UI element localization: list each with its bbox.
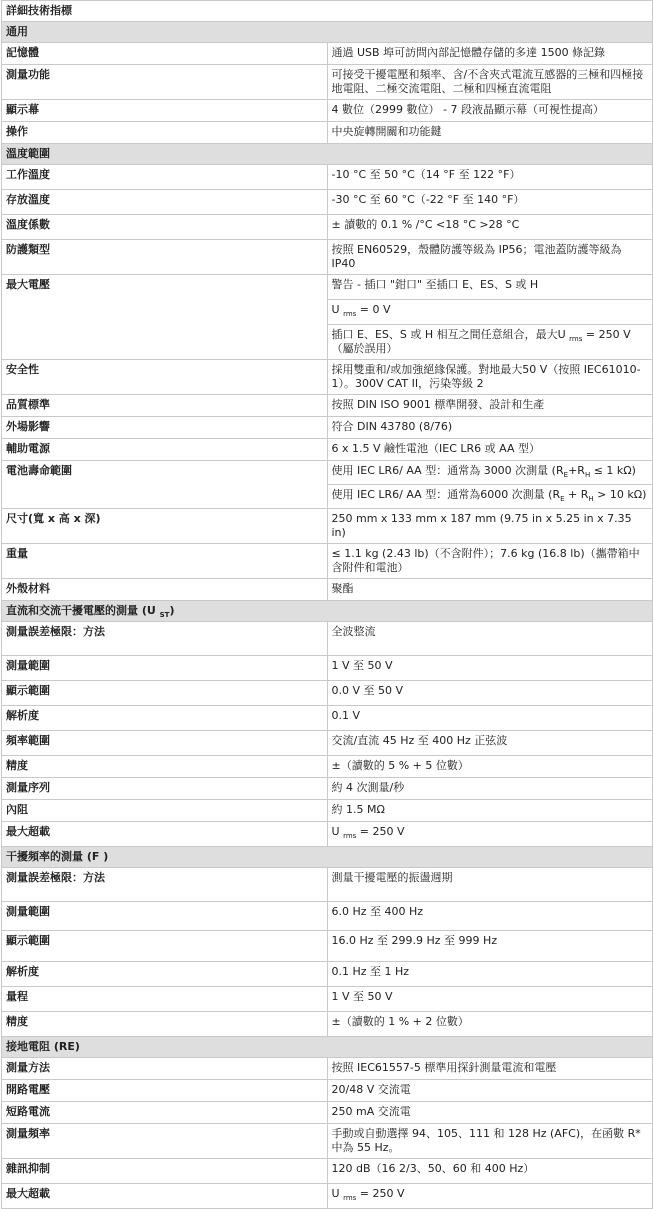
- table-row: [2, 1058, 653, 1080]
- table-row: [2, 439, 653, 461]
- spec-value: [327, 485, 653, 509]
- table-title-row: [2, 1, 653, 22]
- spec-value-part: = 250 V: [356, 1187, 405, 1200]
- spec-value: 採用雙重和/或加強絕緣保護。對地最大50 V（按照 IEC61010-1）。300V CAT II，污染等級 2: [327, 360, 653, 395]
- spec-value: 約 1.5 MΩ: [327, 800, 653, 822]
- table-row: [2, 822, 653, 847]
- subscript: ST: [159, 611, 170, 620]
- spec-label: 最大超載: [2, 1184, 328, 1209]
- spec-value-part: = 250 V: [356, 825, 405, 838]
- section-title-part: 直流和交流干擾電壓的測量 (U: [6, 604, 160, 617]
- spec-value: [327, 325, 653, 360]
- spec-value: 0.1 Hz 至 1 Hz: [327, 962, 653, 987]
- spec-label: 最大超載: [2, 822, 328, 847]
- spec-value: [327, 461, 653, 485]
- spec-value: ±（讀數的 1 % + 2 位數）: [327, 1012, 653, 1037]
- spec-label: 測量誤差極限：方法: [2, 868, 328, 902]
- spec-value: 4 數位（2999 數位） - 7 段液晶顯示幕（可視性提高）: [327, 100, 653, 122]
- table-row: [2, 544, 653, 579]
- table-row: [2, 706, 653, 731]
- table-row: [2, 240, 653, 275]
- spec-label: 測量範圍: [2, 902, 328, 931]
- subscript: rms: [569, 335, 583, 344]
- section-title: [2, 601, 653, 622]
- spec-value: 0.0 V 至 50 V: [327, 681, 653, 706]
- spec-table: [1, 0, 653, 1209]
- subscript: rms: [343, 310, 357, 319]
- table-row: [2, 165, 653, 190]
- spec-label: 雜訊抑制: [2, 1159, 328, 1184]
- spec-label: 外殼材料: [2, 579, 328, 601]
- spec-label: 輔助電源: [2, 439, 328, 461]
- spec-value-part: > 10 kΩ): [593, 488, 647, 501]
- spec-value-part: 插口 E、ES、S 或 H 相互之間任意組合，最大U: [331, 328, 570, 341]
- subscript: rms: [343, 1194, 357, 1203]
- spec-value: 16.0 Hz 至 299.9 Hz 至 999 Hz: [327, 931, 653, 962]
- spec-value-part: ≤ 1 kΩ): [590, 464, 636, 477]
- table-row: [2, 122, 653, 144]
- spec-value: 1 V 至 50 V: [327, 987, 653, 1012]
- section-header-row: [2, 1037, 653, 1058]
- spec-label: 測量誤差極限：方法: [2, 622, 328, 656]
- subscript: H: [584, 471, 591, 480]
- spec-label: 測量範圍: [2, 656, 328, 681]
- table-row: [2, 1159, 653, 1184]
- table-row: [2, 461, 653, 485]
- spec-label: 解析度: [2, 962, 328, 987]
- spec-label: 顯示範圍: [2, 681, 328, 706]
- table-row: [2, 509, 653, 544]
- section-title-part: ): [169, 604, 175, 617]
- section-header-row: [2, 22, 653, 43]
- spec-value: 250 mm x 133 mm x 187 mm (9.75 in x 5.25 in x 7.35 in): [327, 509, 653, 544]
- spec-label: 內阻: [2, 800, 328, 822]
- spec-value: 6 x 1.5 V 鹼性電池（IEC LR6 或 AA 型）: [327, 439, 653, 461]
- table-row: [2, 731, 653, 756]
- spec-value: -10 °C 至 50 °C（14 °F 至 122 °F）: [327, 165, 653, 190]
- spec-label: 尺寸(寬 x 高 x 深): [2, 509, 328, 544]
- spec-value: 按照 IEC61557-5 標準用探針測量電流和電壓: [327, 1058, 653, 1080]
- spec-label: 電池壽命範圍: [2, 461, 328, 509]
- spec-value: 250 mA 交流電: [327, 1102, 653, 1124]
- spec-value: -30 °C 至 60 °C（-22 °F 至 140 °F）: [327, 190, 653, 215]
- spec-value-part: U: [331, 1187, 344, 1200]
- spec-label: 量程: [2, 987, 328, 1012]
- spec-label: 安全性: [2, 360, 328, 395]
- table-row: [2, 395, 653, 417]
- table-row: [2, 360, 653, 395]
- table-row: [2, 1102, 653, 1124]
- table-row: [2, 681, 653, 706]
- spec-value: 符合 DIN 43780 (8/76): [327, 417, 653, 439]
- spec-value: 測量干擾電壓的振盪週期: [327, 868, 653, 902]
- subscript: rms: [343, 832, 357, 841]
- table-row: [2, 1124, 653, 1159]
- spec-value: ±（讀數的 5 % + 5 位數）: [327, 756, 653, 778]
- table-row: [2, 622, 653, 656]
- spec-value: 120 dB（16 2/3、50、60 和 400 Hz）: [327, 1159, 653, 1184]
- section-header-row: [2, 847, 653, 868]
- spec-value: [327, 300, 653, 325]
- spec-value: 1 V 至 50 V: [327, 656, 653, 681]
- spec-value-part: = 250 V（屬於誤用）: [331, 328, 631, 355]
- table-row: [2, 656, 653, 681]
- spec-value: 按照 EN60529，殼體防護等級為 IP56；電池蓋防護等級為 IP40: [327, 240, 653, 275]
- spec-value-part: +R: [568, 464, 585, 477]
- spec-value-part: U: [331, 303, 344, 316]
- spec-value: 約 4 次測量/秒: [327, 778, 653, 800]
- table-row: [2, 1012, 653, 1037]
- spec-label: 記憶體: [2, 43, 328, 65]
- spec-label: 最大電壓: [2, 275, 328, 360]
- spec-label: 解析度: [2, 706, 328, 731]
- section-title: 溫度範圍: [2, 144, 653, 165]
- table-row: [2, 1080, 653, 1102]
- spec-label: 精度: [2, 756, 328, 778]
- spec-label: 防護類型: [2, 240, 328, 275]
- table-row: [2, 962, 653, 987]
- table-row: [2, 987, 653, 1012]
- subscript: H: [588, 495, 594, 504]
- spec-label: 開路電壓: [2, 1080, 328, 1102]
- subscript: E: [563, 471, 569, 480]
- spec-label: 短路電流: [2, 1102, 328, 1124]
- table-row: [2, 756, 653, 778]
- spec-value: 手動或自動選擇 94、105、111 和 128 Hz (AFC)，在函數 R* 中為 55 Hz。: [327, 1124, 653, 1159]
- spec-label: 精度: [2, 1012, 328, 1037]
- table-row: [2, 417, 653, 439]
- table-row: [2, 43, 653, 65]
- table-title: 詳細技術指標: [2, 1, 653, 22]
- spec-label: 品質標準: [2, 395, 328, 417]
- spec-value: ± 讀數的 0.1 % /°C <18 °C >28 °C: [327, 215, 653, 240]
- spec-label: 測量方法: [2, 1058, 328, 1080]
- spec-value: 聚酯: [327, 579, 653, 601]
- spec-value-part: 使用 IEC LR6/ AA 型：通常為6000 次測量 (R: [331, 488, 561, 501]
- table-row: [2, 778, 653, 800]
- spec-table-body: [2, 1, 653, 1209]
- spec-value: 按照 DIN ISO 9001 標準開發、設計和生產: [327, 395, 653, 417]
- table-row: [2, 1184, 653, 1209]
- spec-label: 操作: [2, 122, 328, 144]
- table-row: [2, 868, 653, 902]
- spec-label: 工作溫度: [2, 165, 328, 190]
- spec-value-part: U: [331, 825, 344, 838]
- spec-value: 通過 USB 埠可訪問內部記憶體存儲的多達 1500 條記錄: [327, 43, 653, 65]
- section-header-row: [2, 144, 653, 165]
- subscript: E: [560, 495, 565, 504]
- table-row: [2, 800, 653, 822]
- section-title: 干擾頻率的測量 (F ): [2, 847, 653, 868]
- section-title: 接地電阻 (RE): [2, 1037, 653, 1058]
- spec-value: 0.1 V: [327, 706, 653, 731]
- spec-value-part: = 0 V: [356, 303, 391, 316]
- spec-label: 存放溫度: [2, 190, 328, 215]
- section-title: 通用: [2, 22, 653, 43]
- spec-value: 警告 - 插口 "鉗口" 至插口 E、ES、S 或 H: [327, 275, 653, 300]
- spec-value: 交流/直流 45 Hz 至 400 Hz 正弦波: [327, 731, 653, 756]
- spec-label: 頻率範圍: [2, 731, 328, 756]
- table-row: [2, 579, 653, 601]
- table-row: [2, 275, 653, 300]
- spec-label: 溫度係數: [2, 215, 328, 240]
- spec-value: [327, 822, 653, 847]
- table-row: [2, 65, 653, 100]
- spec-value: 中央旋轉開關和功能鍵: [327, 122, 653, 144]
- spec-label: 顯示範圍: [2, 931, 328, 962]
- spec-value: 6.0 Hz 至 400 Hz: [327, 902, 653, 931]
- spec-value: 20/48 V 交流電: [327, 1080, 653, 1102]
- spec-label: 顯示幕: [2, 100, 328, 122]
- spec-label: 測量頻率: [2, 1124, 328, 1159]
- spec-label: 外場影響: [2, 417, 328, 439]
- spec-label: 測量序列: [2, 778, 328, 800]
- spec-label: 重量: [2, 544, 328, 579]
- table-row: [2, 215, 653, 240]
- table-row: [2, 190, 653, 215]
- spec-value: [327, 1184, 653, 1209]
- spec-label: 測量功能: [2, 65, 328, 100]
- spec-value-part: 使用 IEC LR6/ AA 型：通常為 3000 次測量 (R: [331, 464, 564, 477]
- table-row: [2, 100, 653, 122]
- table-row: [2, 931, 653, 962]
- spec-value-part: + R: [564, 488, 589, 501]
- section-header-row: [2, 601, 653, 622]
- spec-value: 可接受干擾電壓和頻率、含/不含夾式電流互感器的三極和四極接地電阻、二極交流電阻、二極和四極直流電阻: [327, 65, 653, 100]
- table-row: [2, 902, 653, 931]
- spec-value: 全波整流: [327, 622, 653, 656]
- spec-value: ≤ 1.1 kg (2.43 lb)（不含附件）；7.6 kg (16.8 lb)（攜帶箱中含附件和電池）: [327, 544, 653, 579]
